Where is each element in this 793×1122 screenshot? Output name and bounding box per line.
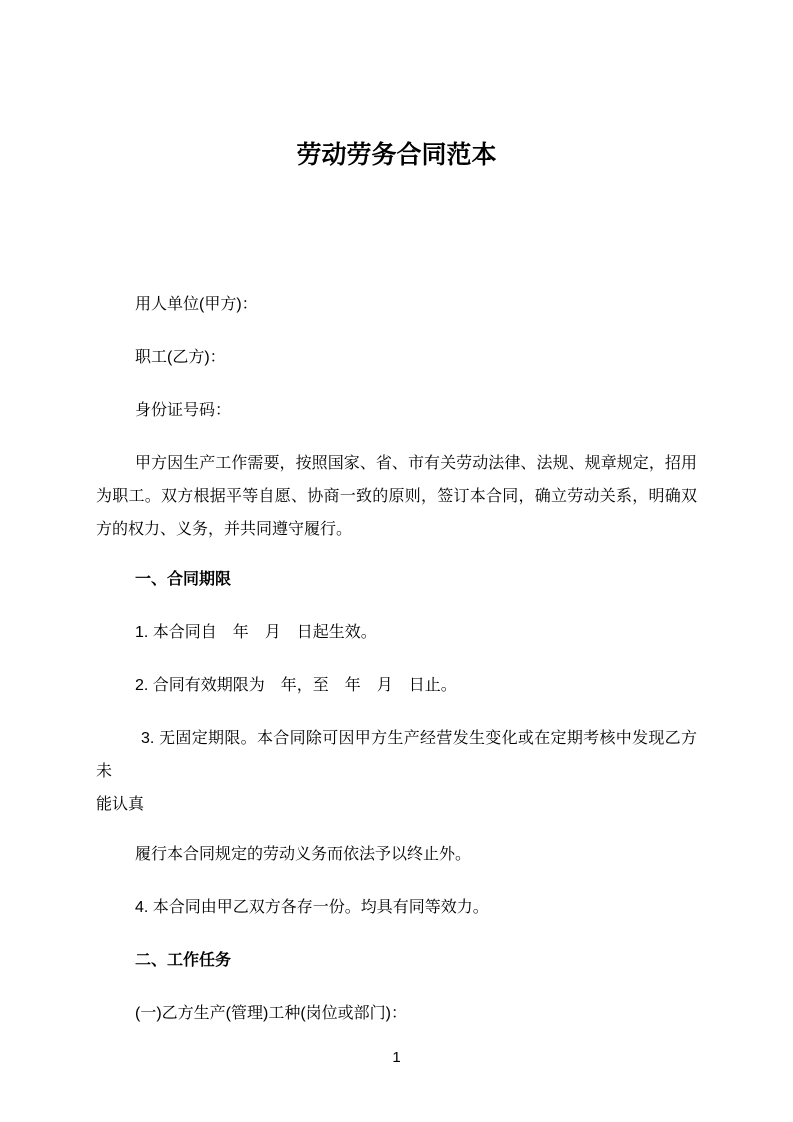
intro-paragraph [96,447,697,546]
party-a-label: 用人单位(甲方)： [135,296,258,313]
clause-1-3-line-2: 能认真 [96,796,145,813]
clause-1-1: 1. 本合同自 年 月 日起生效。 [135,624,377,641]
section-1-heading: 一、合同期限 [135,571,232,588]
id-number-label: 身份证号码： [135,402,232,419]
document-title: 劳动劳务合同范本 [296,141,497,169]
clause-2-1-label: (一)乙方生产(管理)工种(岗位或部门)： [135,1005,407,1022]
clause-1-4: 4. 本合同由甲乙双方各存一份。均具有同等效力。 [135,899,489,916]
clause-1-3 [96,722,697,821]
section-2-heading: 二、工作任务 [135,952,232,969]
clause-1-3-continued: 履行本合同规定的劳动义务而依法予以终止外。 [135,846,472,863]
intro-line-2: 为职工。双方根据平等自愿、协商一致的原则，签订本合同，确立劳动关系，明确双 [96,488,697,505]
clause-1-2: 2. 合同有效期限为 年，至 年 月 日止。 [135,677,457,694]
intro-line-1: 甲方因生产工作需要，按照国家、省、市有关劳动法律、法规、规章规定，招用 [135,455,697,472]
intro-line-3: 方的权力、义务，并共同遵守履行。 [96,521,353,538]
document-content [96,0,697,1050]
party-b-label: 职工(乙方)： [135,349,226,366]
clause-1-3-line-1: 3. 无固定期限。本合同除可因甲方生产经营发生变化或在定期考核中发现乙方未 [96,730,697,780]
page-number: 1 [392,1049,401,1066]
